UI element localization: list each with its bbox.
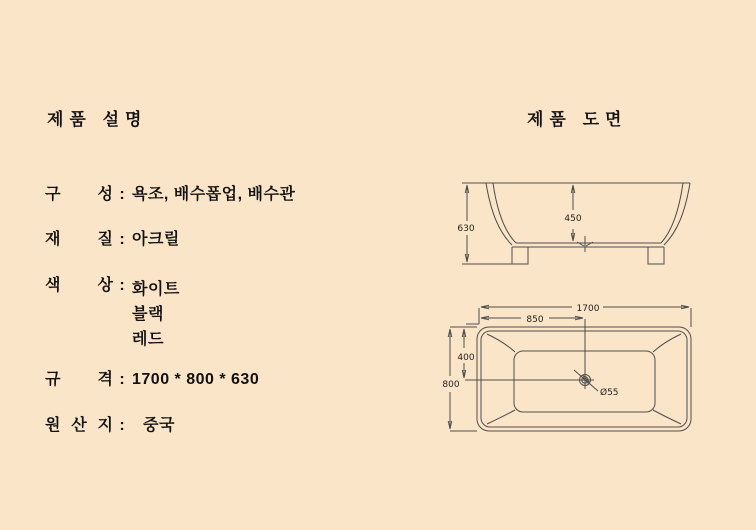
spec-value-size: 1700 * 800 * 630 <box>132 371 260 388</box>
spec-label-origin: 원 산 지 <box>45 417 113 434</box>
spec-colon: : <box>119 186 125 203</box>
dim-630-label: 630 <box>457 224 475 234</box>
dim-drain-diameter-label: Ø55 <box>600 388 619 398</box>
spec-row-origin <box>45 417 175 435</box>
spec-value-material: 아크릴 <box>132 231 180 248</box>
tub-foot-right <box>648 247 664 264</box>
spec-value-origin: 중국 <box>143 417 175 434</box>
corner-transition-tr <box>653 334 681 352</box>
dim-850-label: 850 <box>526 315 544 325</box>
spec-colon: : <box>119 277 125 294</box>
dim-800-label: 800 <box>442 380 460 390</box>
extension-line <box>466 308 479 324</box>
dimension-450 <box>564 185 581 241</box>
dim-450-label: 450 <box>564 214 582 224</box>
spec-colon: : <box>119 231 125 248</box>
dim-1700-label: 1700 <box>576 304 600 314</box>
spec-colon: : <box>119 417 125 434</box>
tub-wall-left-outer <box>486 183 512 245</box>
corner-transition-tl <box>487 334 515 352</box>
drain-symbol-side <box>577 236 593 252</box>
tub-wall-right-outer <box>664 183 690 245</box>
spec-row-material <box>45 231 180 249</box>
dimension-850 <box>481 315 585 373</box>
spec-label-material: 재 질 <box>45 231 113 248</box>
spec-label-color: 색 상 <box>45 277 113 294</box>
spec-value-composition: 욕조, 배수폽업, 배수관 <box>132 186 296 203</box>
spec-row-composition <box>45 186 295 204</box>
dim-400-label: 400 <box>457 353 475 363</box>
tub-foot-left <box>512 247 528 264</box>
dimension-800 <box>442 327 477 431</box>
dimension-400 <box>457 329 576 380</box>
color-option-white: 화이트 <box>132 281 180 298</box>
product-drawing-title: 제품 도면 <box>527 110 628 129</box>
color-option-black: 블랙 <box>132 306 164 323</box>
tub-wall-right-inner <box>661 183 683 243</box>
product-description-title: 제품 설명 <box>47 110 148 129</box>
corner-transition-br <box>653 410 681 424</box>
dimension-1700 <box>466 304 691 327</box>
spec-row-color <box>45 277 180 352</box>
spec-colon: : <box>119 371 125 388</box>
tub-wall-left-inner <box>493 183 516 243</box>
spec-label-composition: 구 성 <box>45 186 113 203</box>
product-drawing-svg <box>430 95 756 460</box>
corner-transition-bl <box>487 410 515 424</box>
spec-row-size <box>45 371 259 389</box>
color-option-red: 레드 <box>132 331 164 348</box>
spec-value-color <box>132 277 180 352</box>
drain-symbol-top <box>574 370 619 398</box>
spec-label-size: 규 격 <box>45 371 113 388</box>
bathtub-side-view <box>457 183 690 264</box>
bathtub-top-view <box>442 304 691 431</box>
